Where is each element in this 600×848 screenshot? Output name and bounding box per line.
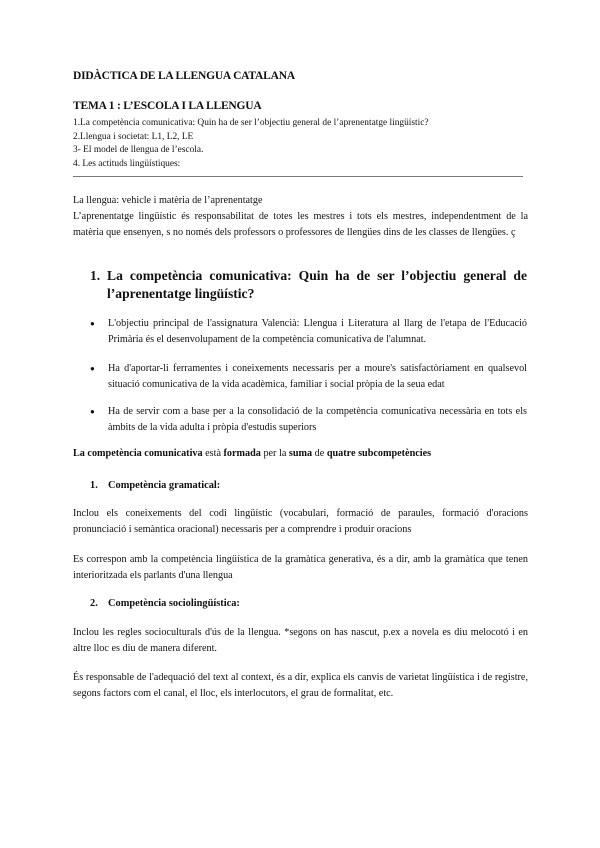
paragraph: Inclou els coneixements del codi lingüístic (vocabulari, formació de paraules, formació d'oracions pronunciació i semàntica oracional) necessaris per a comprendre i produir oracions	[73, 508, 528, 535]
list-item-text: L'objectiu principal de l'assignatura Valencià: Llengua i Literatura al llarg de l'etapa de l'Educació Primària és el desenvolupament de la competència comunicativa de l'alumnat.	[108, 318, 527, 345]
summary-part: està	[202, 448, 224, 459]
subsection-title: Competència sociolingüística:	[108, 598, 240, 609]
list-item	[90, 361, 527, 392]
paragraph: Es correspon amb la competència lingüística de la gramàtica generativa, és a dir, amb la gramàtica que tenen interioritzada els parlants d'una llengua	[73, 554, 528, 581]
intro-heading: La llengua: vehicle i matèria de l’aprenentatge	[73, 195, 263, 206]
toc-item: 4. Les actituds lingüístiques:	[73, 158, 181, 169]
paragraph: Inclou les regles socioculturals d'ús de la llengua. *segons on has nascut, p.ex a novela es diu melocotó i en altre lloc es diu de manera diferent.	[73, 627, 528, 654]
horizontal-divider	[73, 176, 523, 177]
section-number: 1.	[90, 268, 101, 283]
bullet-icon: ●	[90, 407, 95, 416]
subsection-heading	[90, 480, 220, 491]
summary-part: quatre subcompetències	[326, 448, 432, 459]
summary-part: de	[312, 448, 327, 459]
summary-part: formada	[223, 448, 261, 459]
list-item	[90, 404, 527, 435]
bullet-icon: ●	[90, 364, 95, 373]
table-of-contents	[73, 117, 429, 171]
subsection-heading	[90, 598, 240, 609]
summary-part: suma	[288, 448, 313, 459]
section-heading	[90, 267, 527, 303]
list-item-text: Ha d'aportar-li ferramentes i coneixements necessaris per a moure's satisfactòriament en qualsevol situació comunicativa de la vida acadèmica, familiar i social pròpia de la seua edat	[108, 363, 527, 390]
list-item-text: Ha de servir com a base per a la consolidació de la competència comunicativa necessària en tots els àmbits de la vida adulta i pròpia d'estudis superiors	[108, 406, 527, 433]
list-item	[90, 316, 527, 347]
subsection-number: 2.	[90, 598, 98, 609]
subsection-number: 1.	[90, 480, 98, 491]
subsection-title: Competència gramatical:	[108, 480, 221, 491]
document-title: DIDÀCTICA DE LA LLENGUA CATALANA	[73, 70, 295, 82]
toc-item: 3- El model de llengua de l’escola.	[73, 145, 204, 156]
toc-item: 2.Llengua i societat: L1, L2, LE	[73, 131, 194, 142]
intro-paragraph: L’aprenentatge lingüístic és responsabilitat de totes les mestres i tots els mestres, independentment de la matèria que ensenyen, s no només dels professors o professores de llengües dins de les classes de llengües. ç	[73, 211, 528, 238]
summary-part: La competència comunicativa	[73, 448, 203, 459]
summary-line	[73, 448, 431, 459]
bullet-icon: ●	[90, 319, 95, 328]
toc-item: 1.La competència comunicativa: Quin ha de ser l’objectiu general de l’aprenentatge lingüístic?	[73, 118, 429, 128]
summary-part: per la	[260, 448, 289, 459]
tema-title: TEMA 1 : L’ESCOLA I LA LLENGUA	[73, 100, 262, 112]
paragraph: És responsable de l'adequació del text al context, és a dir, explica els canvis de varietat lingüística i de registre, segons factors com el canal, el lloc, els interlocutors, el grau de formalitat, etc.	[73, 672, 528, 699]
section-title: La competència comunicativa: Quin ha de ser l’objectiu general de l’aprenentatge lingüístic?	[107, 268, 527, 301]
